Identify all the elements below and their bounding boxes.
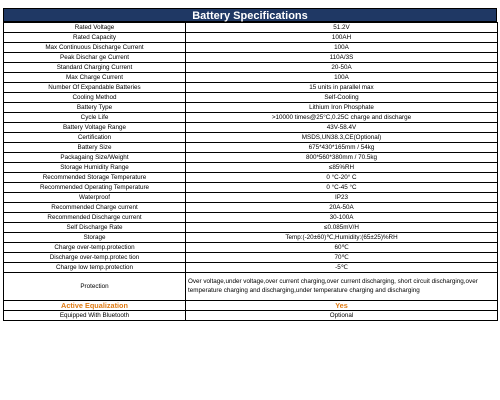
row-label: Battery Type: [4, 103, 186, 113]
table-row: [4, 93, 498, 103]
table-row: [4, 103, 498, 113]
row-label: Max Continuous Discharge Current: [4, 43, 186, 53]
row-value: 20A-50A: [186, 203, 498, 213]
row-label: Equipped With Bluetooth: [4, 311, 186, 321]
table-row: [4, 213, 498, 223]
row-value: 60℃: [186, 243, 498, 253]
row-value: Lithium Iron Phosphate: [186, 103, 498, 113]
spec-table-tail: [4, 273, 498, 321]
row-value: MSDS,UN38.3,CE(Optional): [186, 133, 498, 143]
table-row: [4, 83, 498, 93]
row-label: Rated Voltage: [4, 23, 186, 33]
table-row-active-equalization: [4, 301, 498, 311]
table-row: [4, 43, 498, 53]
row-value: 30-100A: [186, 213, 498, 223]
row-value: >10000 times@25°C,0.25C charge and discharge: [186, 113, 498, 123]
row-value: Optional: [186, 311, 498, 321]
row-value: 800*560*380mm / 70.5kg: [186, 153, 498, 163]
row-value: 110A/3S: [186, 53, 498, 63]
row-label: Max Charge Current: [4, 73, 186, 83]
row-value: IP23: [186, 193, 498, 203]
table-row: [4, 163, 498, 173]
table-row: [4, 73, 498, 83]
row-label: Recommended Discharge current: [4, 213, 186, 223]
row-value: Over voltage,under voltage,over current charging,over current discharging, short circuit discharging,over temperature charging and discharging,under temperature charging and discharging: [186, 273, 498, 301]
table-row: [4, 53, 498, 63]
row-value: 20-50A: [186, 63, 498, 73]
row-label: Peak Dischar ge Current: [4, 53, 186, 63]
spec-table-body: [4, 23, 498, 273]
row-label: Discharge over-temp.protec tion: [4, 253, 186, 263]
row-value: 70℃: [186, 253, 498, 263]
row-label: Recommended Storage Temperature: [4, 173, 186, 183]
row-value: Temp:(-20±60)℃,Humidity:(65±25)%RH: [186, 233, 498, 243]
row-label: Active Equalization: [4, 301, 186, 311]
table-row: [4, 153, 498, 163]
row-label: Cycle Life: [4, 113, 186, 123]
table-row: [4, 223, 498, 233]
row-value: 0 °C-20° C: [186, 173, 498, 183]
table-row: [4, 263, 498, 273]
row-label: Protection: [4, 273, 186, 301]
row-value: 100A: [186, 73, 498, 83]
row-value: Yes: [186, 301, 498, 311]
row-label: Battery Voltage Range: [4, 123, 186, 133]
spec-sheet: [3, 8, 497, 321]
table-row: [4, 113, 498, 123]
table-row-protection: [4, 273, 498, 301]
table-row: [4, 193, 498, 203]
row-label: Recommended Operating Temperature: [4, 183, 186, 193]
table-row: [4, 183, 498, 193]
table-row: [4, 203, 498, 213]
table-row: [4, 133, 498, 143]
row-value: 100A: [186, 43, 498, 53]
table-row: [4, 253, 498, 263]
table-row: [4, 33, 498, 43]
row-value: 675*430*165mm / 54kg: [186, 143, 498, 153]
row-label: Battery Size: [4, 143, 186, 153]
table-row: [4, 63, 498, 73]
table-row: [4, 123, 498, 133]
table-row: [4, 243, 498, 253]
row-value: -5℃: [186, 263, 498, 273]
row-label: Packagaing Size/Weight: [4, 153, 186, 163]
table-row-bluetooth: [4, 311, 498, 321]
row-value: Self-Cooling: [186, 93, 498, 103]
spec-table: [3, 22, 498, 321]
row-value: 15 units in parallel max: [186, 83, 498, 93]
row-label: Charge over-temp.protection: [4, 243, 186, 253]
table-row: [4, 23, 498, 33]
row-label: Storage Humidity Range: [4, 163, 186, 173]
row-value: 51.2V: [186, 23, 498, 33]
row-label: Charge low temp.protection: [4, 263, 186, 273]
row-label: Certification: [4, 133, 186, 143]
row-value: ≤0.085mV/H: [186, 223, 498, 233]
table-row: [4, 233, 498, 243]
row-value: 100AH: [186, 33, 498, 43]
row-label: Standard Charging Current: [4, 63, 186, 73]
row-label: Rated Capacity: [4, 33, 186, 43]
row-label: Self Discharge Rate: [4, 223, 186, 233]
table-row: [4, 143, 498, 153]
row-label: Number Of Expandable Batteries: [4, 83, 186, 93]
row-label: Cooling Method: [4, 93, 186, 103]
table-row: [4, 173, 498, 183]
row-label: Storage: [4, 233, 186, 243]
row-label: Waterproof: [4, 193, 186, 203]
table-title: Battery Specifications: [3, 8, 497, 22]
row-value: 0 °C-45 °C: [186, 183, 498, 193]
row-value: ≤85%RH: [186, 163, 498, 173]
row-value: 43V-58.4V: [186, 123, 498, 133]
row-label: Recommended Charge current: [4, 203, 186, 213]
